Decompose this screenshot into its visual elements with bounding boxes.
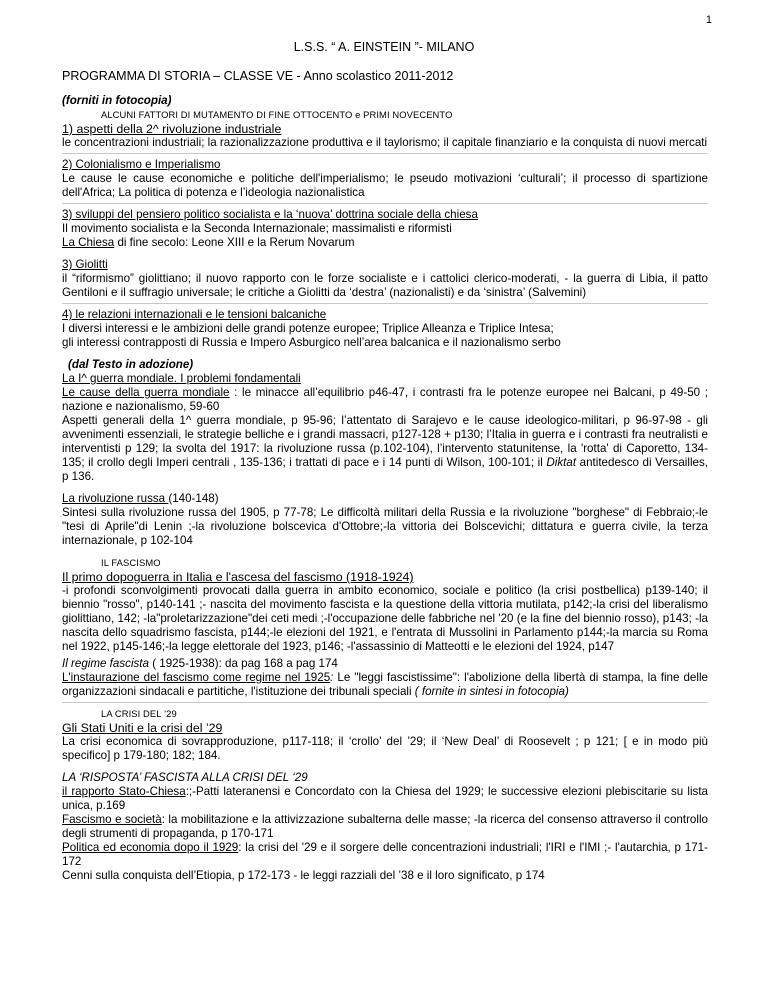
topic3-title: 3) sviluppi del pensiero politico socialista e la ‘nuova’ dottrina sociale della chiesa <box>62 208 478 221</box>
topic3-line2 <box>62 236 708 250</box>
topic2-text: Le cause le cause economiche e politiche dell'imperialismo; le pseudo motivazioni ‘culturali’; il processo di spartizione dell'Africa; La politica di potenza e l’ideologia nazionalistica <box>62 172 708 199</box>
postwar-title: Il primo dopoguerra in Italia e l'ascesa del fascismo (1918-1924) <box>62 570 414 584</box>
regime-institution-label: L'instaurazione del fascismo come regime nel 1925 <box>62 671 331 684</box>
photocopy-note: (forniti in fotocopia) <box>62 94 172 107</box>
topic3-line2-church: La Chiesa <box>62 236 115 249</box>
divider <box>62 702 708 703</box>
topic-giolitti-text: il “riformismo” giolittiano; il nuovo rapporto con le forze socialiste e i cattolici clerico-moderati, - la guerra di Libia, il patto Gentiloni e il suffragio universale; le critiche a Giolitti da ‘destra’ (nazionalisti) e da ‘sinistra’ (Salvemini) <box>62 272 708 299</box>
topic-giolitti-title: 3) Giolitti <box>62 258 108 271</box>
topic4-title: 4) le relazioni internazionali e le tensioni balcaniche <box>62 308 327 321</box>
divider <box>62 203 708 204</box>
document-content <box>62 94 708 883</box>
russia-title-label: La rivoluzione russa <box>62 492 169 505</box>
ww1-causes <box>62 386 708 414</box>
page-number: 1 <box>705 14 712 26</box>
topic3-line2-rest: di fine secolo: Leone XIII e la Rerum Novarum <box>114 236 355 249</box>
topic1-text: le concentrazioni industriali; la razionalizzazione produttiva e il taylorismo; il capitale finanziario e la conquista di nuovi mercati <box>62 136 708 149</box>
topic1-title: 1) aspetti della 2^ rivoluzione industriale <box>62 122 282 136</box>
topic4-line1: I diversi interessi e le ambizioni delle grandi potenze europee; Triplice Alleanza e Triplice Intesa; <box>62 322 554 335</box>
fascism-society <box>62 813 708 841</box>
response-title: LA ‘RISPOSTA’ FASCISTA ALLA CRISI DEL ‘29 <box>62 771 308 784</box>
ww1-aspects-text: Aspetti generali della 1^ guerra mondiale, p 95-96; l’attentato di Sarajevo e le cause ideologico-militari, p 96-97-98 - gli avvenimenti essenziali, le strategie belliche e i grandi massacri, p127-128 + p130; l’Italia in guerra e i contrasti fra neutralisti e interventisti p 129; la svolta del 1917: la rivoluzione russa (p.102-104), l’intervento statunitense, la 'rotta' di Caporetto, 134-135; il crollo degli Imperi centrali , 135-136; i trattati di pace e i 14 punti di Wilson, 100-101; il <box>62 414 708 469</box>
usa-text: La crisi economica di sovrapproduzione, p117-118; il ‘crollo’ del ’29; il ‘New Deal’ di Roosevelt ; p 121; [ e in modo più specifico] p 179-180; 182; 184. <box>62 735 708 762</box>
ww1-aspects-end: antitedesco di Versailles, p 136. <box>62 456 708 483</box>
usa-title: Gli Stati Uniti e la crisi del ’29 <box>62 721 223 735</box>
politics-economy-text: : la crisi del '29 e il sorgere delle concentrazioni industriali; l'IRI e l'IMI ;- l'autarchia, p 171-172 <box>62 841 708 868</box>
ww1-title: La I^ guerra mondiale. I problemi fondamentali <box>62 372 301 385</box>
church-state-text: :;-Patti lateranensi e Concordato con la Chiesa del 1929; le successive elezioni plebiscitarie su lista unica, p.169 <box>62 785 708 812</box>
ww1-causes-label: Le cause della guerra mondiale <box>62 386 230 399</box>
regime-title-label: Il regime fascista <box>62 657 149 670</box>
section-heading-fascism: IL FASCISMO <box>101 557 161 568</box>
program-title: PROGRAMMA DI STORIA – CLASSE VE - Anno scolastico 2011-2012 <box>62 69 454 83</box>
postwar-text: -i profondi sconvolgimenti provocati dalla guerra in ambito economico, sociale e politico (la crisi postbellica) p139-140; il biennio "rosso", p140-141 ;- nascita del movimento fascista e la questione della vittoria mutilata, p142;-la crisi del liberalismo giolittiano, 142; -la"proletarizzazione"dei ceti medi ;-l'occupazione delle fabbriche nel '20 (e la fine del biennio rosso), p143; -la nascita dello squadrismo fascista, p144;-le elezioni del 1921, e l'entrata di Mussolini in Parlamento p144;-la marcia su Roma nel 1922, p145-146;-la legge elettorale del 1923, p146; -l'assassinio di Matteotti e le elezioni del 1924, p147 <box>62 584 708 653</box>
regime-institution <box>62 671 708 699</box>
ww1-causes-text: : le minacce all’equilibrio p46-47, i contrasti fra le potenze europee nei Balcani, p 49-50 ; nazione e nazionalismo, 59-60 <box>62 386 708 413</box>
topic4-line2: gli interessi contrapposti di Russia e Impero Asburgico nell’area balcanica e il nazionalismo serbo <box>62 336 561 349</box>
regime-institution-note: ( fornite in sintesi in fotocopia) <box>414 685 569 698</box>
fascism-society-text: : la mobilitazione e la attivizzazione subalterna delle masse; -la ricerca del consenso attraverso il controllo degli strumenti di propaganda, p 170-171 <box>62 813 708 840</box>
divider <box>62 303 708 304</box>
russia-text: Sintesi sulla rivoluzione russa del 1905, p 77-78; Le difficoltà militari della Russia e la rivoluzione "borghese" di Febbraio;-le "tesi di Aprile"di Lenin ;-la rivoluzione bolscevica d'Ottobre;-la vittoria dei Bolscevichi; dittatura e guerra civile, la terza internazionale, p 102-104 <box>62 506 708 547</box>
church-state <box>62 785 708 813</box>
regime-title-pages: ( 1925-1938): da pag 168 a pag 174 <box>148 657 338 670</box>
ethiopia-text: Cenni sulla conquista dell’Etiopia, p 172-173 - le leggi razziali del ’38 e il loro significato, p 174 <box>62 869 545 882</box>
regime-title <box>62 657 708 671</box>
regime-institution-colon: : <box>330 671 334 684</box>
textbook-note: (dal Testo in adozione) <box>68 358 194 371</box>
fascism-society-label: Fascismo e società <box>62 813 162 826</box>
topic2-title: 2) Colonialismo e Imperialismo <box>62 158 221 171</box>
ww1-aspects-diktat: Diktat <box>546 456 577 469</box>
school-header: L.S.S. “ A. EINSTEIN ”- MILANO <box>293 40 475 54</box>
russia-title <box>62 492 708 506</box>
regime-institution-text: Le "leggi fascistissime": l'abolizione della libertà di stampa, la fine delle organizzazioni sindacali e partitiche, l'istituzione dei tribunali speciali <box>62 671 708 698</box>
section-heading-crisis: LA CRISI DEL ’29 <box>101 708 177 719</box>
politics-economy <box>62 841 708 869</box>
divider <box>62 153 708 154</box>
section-heading-factors: ALCUNI FATTORI DI MUTAMENTO DI FINE OTTOCENTO e PRIMI NOVECENTO <box>101 109 453 120</box>
ww1-aspects <box>62 414 708 484</box>
church-state-label: il rapporto Stato-Chiesa <box>62 785 186 798</box>
topic3-line1: Il movimento socialista e la Seconda Internazionale; massimalisti e riformisti <box>62 222 452 235</box>
politics-economy-label: Politica ed economia dopo il 1929 <box>62 841 239 854</box>
russia-title-pages: (140-148) <box>168 492 219 505</box>
